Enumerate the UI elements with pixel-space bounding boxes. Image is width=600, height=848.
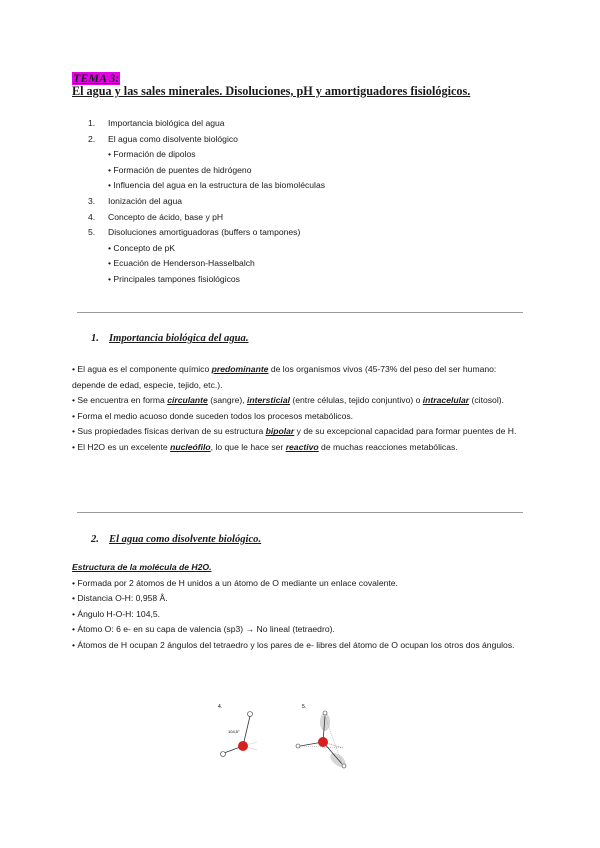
toc-subitem: • Formación de puentes de hidrógeno	[108, 164, 252, 175]
paragraph: • Se encuentra en forma circulante (sangre), intersticial (entre células, tejido conjuntivo) o intracelular (citosol).	[72, 395, 504, 406]
hydrogen-atom	[221, 752, 226, 757]
toc-item: 5. Disoluciones amortiguadoras (buffers o tampones)	[88, 227, 301, 238]
paragraph: • Forma el medio acuoso donde suceden todos los procesos metabólicos.	[72, 410, 354, 421]
paragraph: • El H2O es un excelente nucleófilo, lo que le hace ser reactivo de muchas reacciones metabólicas.	[72, 441, 458, 452]
section-1-body	[72, 362, 532, 456]
toc-item: 4. Concepto de ácido, base y pH	[88, 211, 224, 222]
water-molecule-figure	[210, 700, 360, 780]
toc-subitem: • Formación de dipolos	[108, 149, 196, 160]
toc-subitem: • Concepto de pK	[108, 242, 176, 253]
paragraph: • Ángulo H-O-H: 104,5.	[72, 608, 161, 619]
paragraph: • Átomos de H ocupan 2 ángulos del tetraedro y los pares de e- libres del átomo de O ocupan los otros dos ángulos.	[72, 639, 515, 650]
section-1-heading: 1. Importancia biológica del agua.	[91, 333, 249, 344]
oxygen-atom	[318, 737, 328, 747]
page-title: El agua y las sales minerales. Disoluciones, pH y amortiguadores fisiológicos.	[72, 84, 471, 98]
section-2-heading: 2. El agua como disolvente biológico.	[91, 534, 262, 545]
table-of-contents	[88, 116, 325, 288]
angle-label: 104,5°	[228, 729, 240, 734]
toc-item: 1. Importancia biológica del agua	[88, 118, 225, 128]
paragraph: • Sus propiedades físicas derivan de su estructura bipolar y de su excepcional capacidad para formar puentes de H.	[72, 426, 517, 437]
hydrogen-atom	[296, 744, 300, 748]
toc-item: 2. El agua como disolvente biológico	[88, 133, 238, 144]
divider	[77, 312, 523, 313]
figure-label-a: 4.	[218, 704, 223, 710]
divider	[77, 512, 523, 513]
tema-label: TEMA 3:	[73, 71, 120, 85]
oxygen-atom	[238, 741, 248, 751]
toc-subitem: • Principales tampones fisiológicos	[108, 273, 240, 284]
paragraph: • Átomo O: 6 e- en su capa de valencia (sp3) → No lineal (tetraedro).	[72, 624, 335, 635]
paragraph: • Formada por 2 átomos de H unidos a un átomo de O mediante un enlace covalente.	[72, 577, 398, 588]
paragraph: • Distancia O-H: 0,958 Å.	[72, 593, 168, 604]
paragraph: • El agua es el componente químico predominante de los organismos vivos (45-73% del peso del ser humano: depende de edad, especie, tejido, etc.).	[72, 364, 497, 390]
hydrogen-atom	[342, 764, 346, 768]
orbital-lobe	[320, 713, 330, 731]
toc-subitem: • Ecuación de Henderson-Hasselbalch	[108, 258, 255, 269]
hydrogen-atom	[323, 711, 327, 715]
subheading: Estructura de la molécula de H2O.	[72, 562, 212, 572]
figure-label-b: 5.	[302, 704, 307, 710]
section-2-body	[72, 560, 532, 654]
toc-item: 3. Ionización del agua	[88, 195, 183, 206]
toc-subitem: • Influencia del agua en la estructura de las biomoléculas	[108, 180, 326, 191]
hydrogen-atom	[248, 712, 253, 717]
